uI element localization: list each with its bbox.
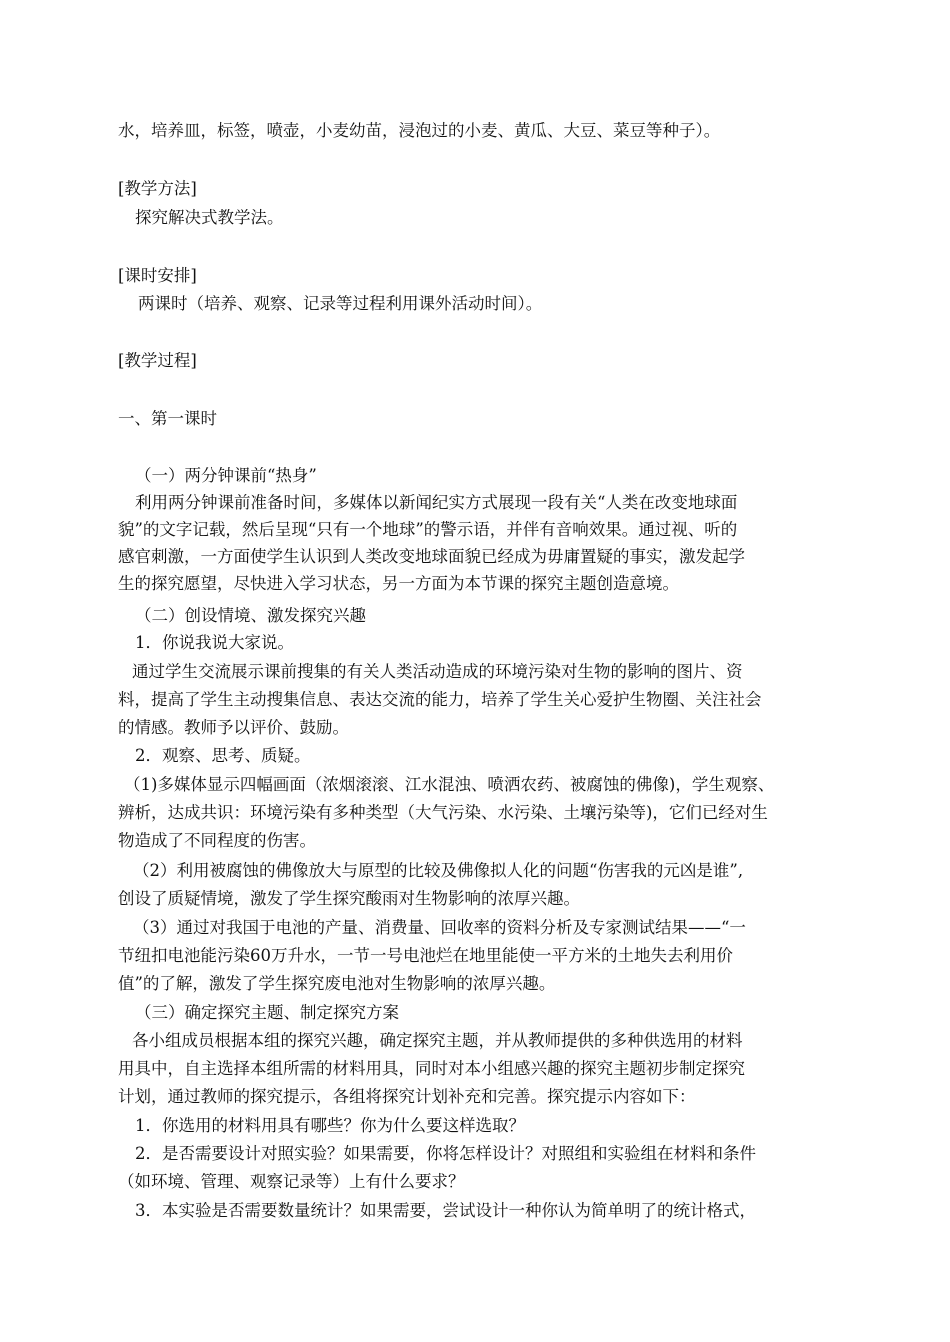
section2-title: （二）创设情境、激发探究兴趣	[135, 606, 366, 625]
section1-title: （一）两分钟课前“热身”	[135, 466, 317, 485]
question-1: 1．你选用的材料用具有哪些？你为什么要这样选取？	[135, 1116, 525, 1135]
question-2-line: （如环境、管理、观察记录等）上有什么要求？	[118, 1172, 465, 1191]
question-3: 3．本实验是否需要数量统计？如果需要，尝试设计一种你认为简单明了的统计格式，	[135, 1201, 756, 1220]
section2-para1-line: （1)多媒体显示四幅画面（浓烟滚滚、江水混浊、喷洒农药、被腐蚀的佛像)，学生观察、	[124, 775, 775, 794]
section2-para2-line: （2）利用被腐蚀的佛像放大与原型的比较及佛像拟人化的问题“伤害我的元凶是谁”,	[133, 861, 744, 880]
section3-title: （三）确定探究主题、制定探究方案	[135, 1003, 399, 1022]
section2-para1-line: 辨析，达成共识：环境污染有多种类型（大气污染、水污染、土壤污染等)，它们已经对生	[118, 803, 768, 822]
materials-tail: 水，培养皿，标签，喷壶，小麦幼苗，浸泡过的小麦、黄瓜、大豆、菜豆等种子）。	[118, 121, 721, 140]
section2-para3-line: （3）通过对我国于电池的产量、消费量、回收率的资料分析及专家测试结果——“一	[133, 918, 746, 937]
method-text: 探究解决式教学法。	[135, 208, 284, 227]
section2-para3-line: 值”的了解，激发了学生探究废电池对生物影响的浓厚兴趣。	[118, 974, 556, 993]
section2-para1-line: 物造成了不同程度的伤害。	[118, 831, 316, 850]
process-heading: [教学过程]	[118, 351, 197, 370]
section3-line: 各小组成员根据本组的探究兴趣，确定探究主题，并从教师提供的多种供选用的材料	[132, 1031, 743, 1050]
section3-line: 计划，通过教师的探究提示，各组将探究计划补充和完善。探究提示内容如下：	[118, 1087, 696, 1106]
section2-para3-line: 节纽扣电池能污染60万升水，一节一号电池烂在地里能使一平方米的土地失去利用价	[118, 946, 733, 965]
section1-line: 感官刺激，一方面使学生认识到人类改变地球面貌已经成为毋庸置疑的事实，激发起学	[118, 547, 745, 566]
section2-item1-line: 料，提高了学生主动搜集信息、表达交流的能力，培养了学生关心爱护生物圈、关注社会	[118, 690, 762, 709]
section1-line: 利用两分钟课前准备时间，多媒体以新闻纪实方式展现一段有关“人类在改变地球面	[135, 493, 738, 512]
section1-line: 生的探究愿望，尽快进入学习状态，另一方面为本节课的探究主题创造意境。	[118, 574, 679, 593]
section1-line: 貌”的文字记载，然后呈现“只有一个地球”的警示语，并伴有音响效果。通过视、听的	[118, 520, 738, 539]
section2-item2: 2．观察、思考、质疑。	[135, 746, 311, 765]
method-heading: [教学方法]	[118, 179, 197, 198]
schedule-text: 两课时（培养、观察、记录等过程利用课外活动时间）。	[138, 294, 543, 313]
section2-item1-line: 的情感。教师予以评价、鼓励。	[118, 718, 349, 737]
lesson1-heading: 一、第一课时	[118, 409, 217, 428]
section2-item1: 1．你说我说大家说。	[135, 633, 294, 652]
section3-line: 用具中，自主选择本组所需的材料用具，同时对本小组感兴趣的探究主题初步制定探究	[118, 1059, 745, 1078]
question-2-line: 2．是否需要设计对照实验？如果需要，你将怎样设计？对照组和实验组在材料和条件	[135, 1144, 756, 1163]
schedule-heading: [课时安排]	[118, 266, 197, 285]
section2-para2-line: 创设了质疑情境，激发了学生探究酸雨对生物影响的浓厚兴趣。	[118, 889, 580, 908]
section2-item1-line: 通过学生交流展示课前搜集的有关人类活动造成的环境污染对生物的影响的图片、资	[132, 662, 743, 681]
